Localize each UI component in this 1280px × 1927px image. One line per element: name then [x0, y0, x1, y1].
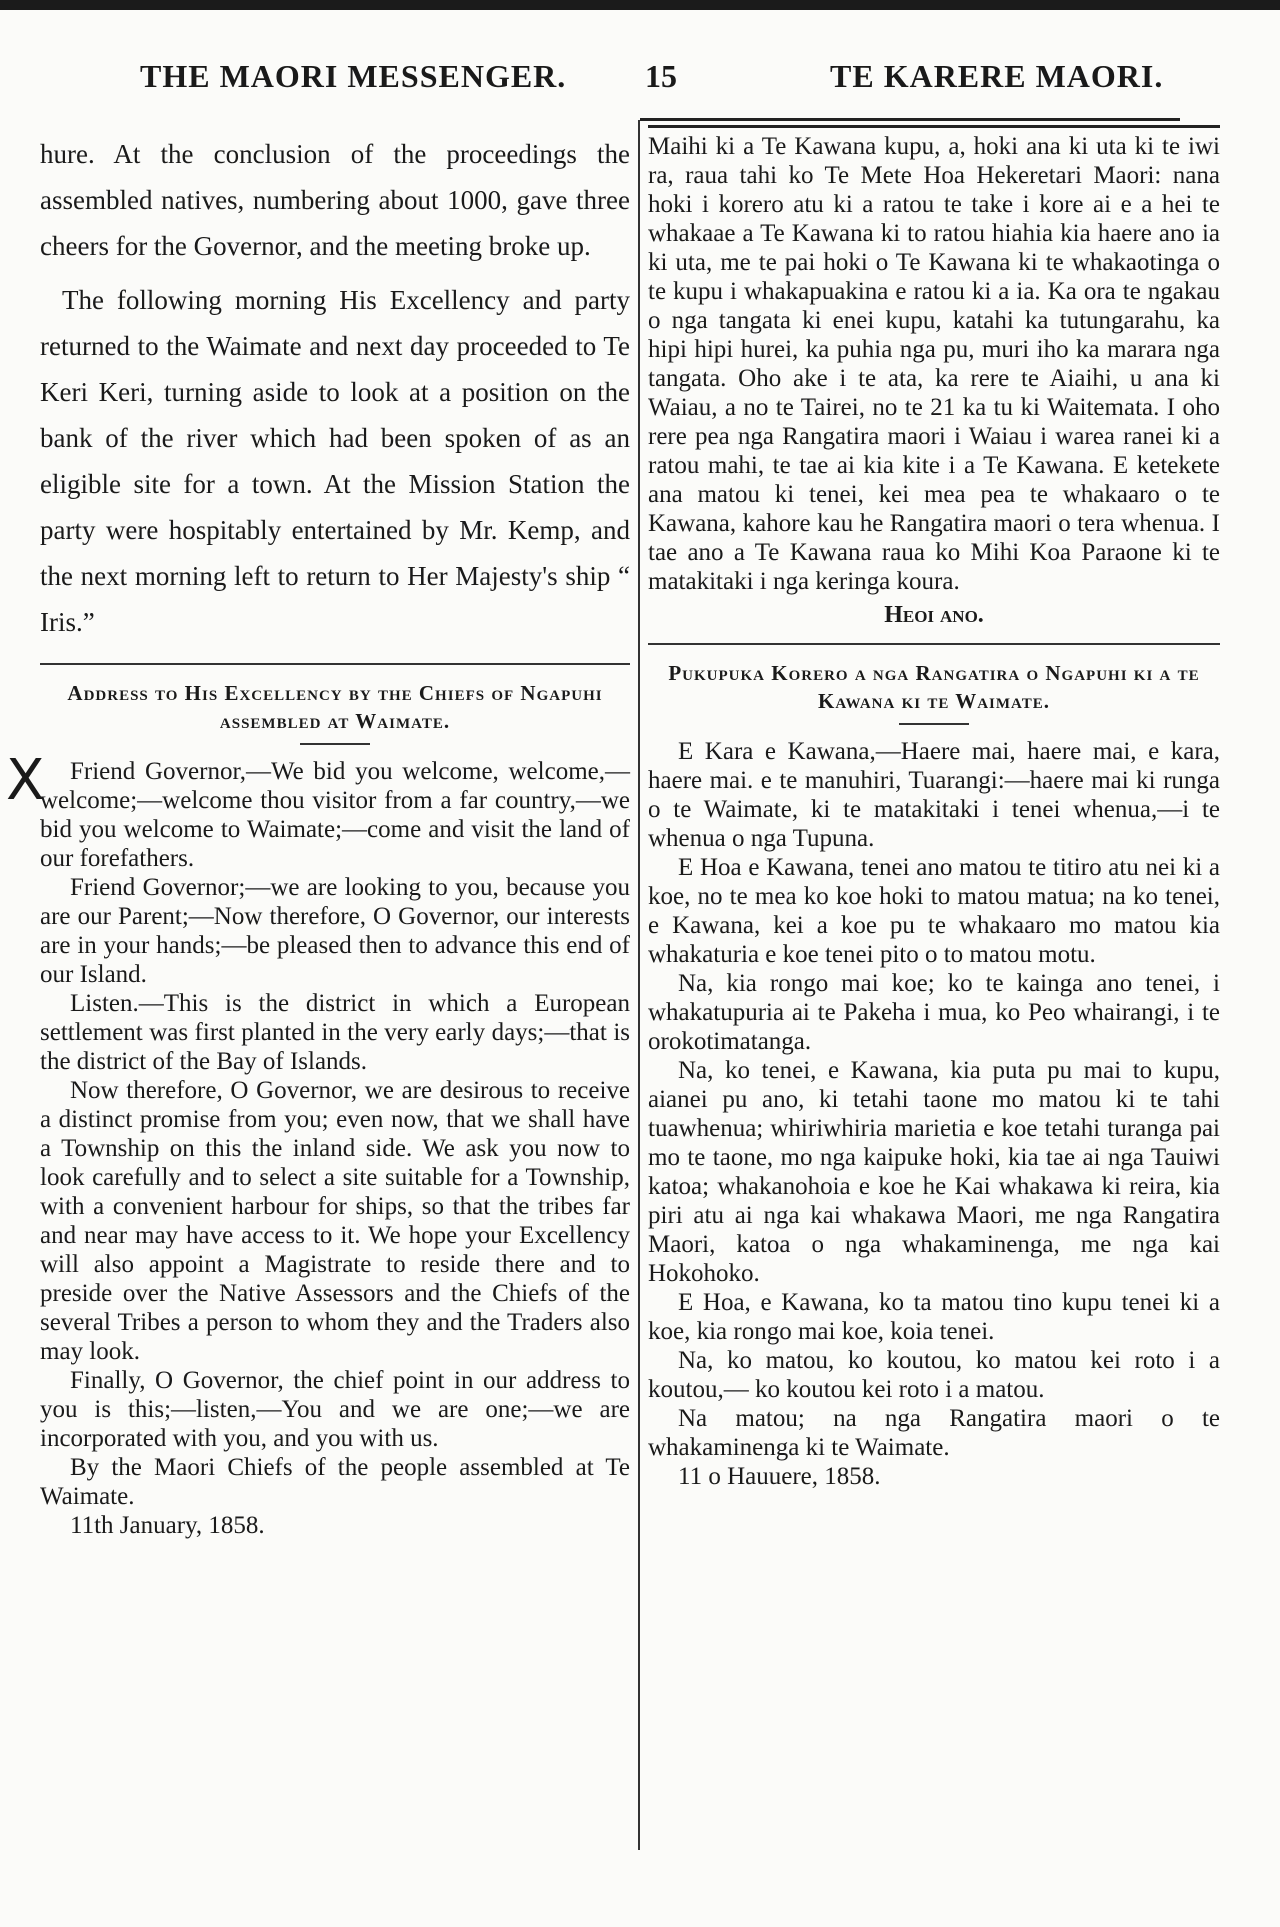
article-paragraph: hure. At the conclusion of the proceedings the assembled natives, numbering about 1000, gave three cheers for the Governor, and the meeting broke up.	[40, 139, 630, 261]
address-paragraph: Listen.—This is the district in which a European settlement was first planted in the very early days;—that is the district of the Bay of Islands.	[40, 990, 630, 1075]
address-date: 11th January, 1858.	[70, 1512, 265, 1539]
address-paragraph: Na, kia rongo mai koe; ko te kainga ano tenei, i whakatupuria ai te Pakeha i mua, ko Peo whairangi, i te orokotimatanga.	[648, 970, 1220, 1055]
section-rule	[40, 663, 630, 665]
header-rule	[640, 118, 1180, 121]
address-paragraph: Na, ko matou, ko koutou, ko matou kei roto i a koutou,— ko koutou kei roto i a matou.	[648, 1347, 1220, 1403]
maori-title: TE KARERE MAORI.	[830, 58, 1164, 94]
end-marker: Heoi ano.	[884, 602, 984, 628]
article-paragraph: The following morning His Excellency and party returned to the Waimate and next day proceeded to Te Keri Keri, turning aside to look at a position on the bank of the river which had been spoken of as an eligible site for a town. At the Mission Station the party were hospitably entertained by Mr. Kemp, and the next morning left to return to Her Majesty's ship “ Iris.”	[40, 285, 630, 637]
scan-edge	[0, 0, 1280, 10]
title-rule	[899, 723, 969, 725]
address-title: Pukupuka Korero a nga Rangatira o Ngapuhi ki a te Kawana ki te Waimate.	[668, 661, 1200, 713]
column-divider	[638, 120, 640, 1850]
page-number: 15	[645, 58, 677, 94]
address-paragraph: Friend Governor,—We bid you welcome, welcome,—welcome;—welcome thou visitor from a far country,—we bid you welcome to Waimate;—come and visit the land of our forefathers.	[40, 758, 630, 872]
address-date: 11 o Hauuere, 1858.	[678, 1463, 881, 1490]
title-rule	[300, 743, 370, 745]
address-paragraph: Na, ko tenei, e Kawana, kia puta pu mai to kupu, aianei pu ano, ki tetahi taone mo matou ki te tahi tuawhenua; whiriwhiria marietia e koe tetahi turanga pai mo te taone, mo nga kaipuke hoki, kia tae ai nga Tauiwi katoa; whakanohoia e koe he Kai whakawa ki reira, kia piri atu ai nga kai whakawa Maori, me nga Rangatira Maori, katoa o nga whakaminenga, me nga kai Hokohoko.	[648, 1057, 1220, 1287]
signature-line: Na matou; na nga Rangatira maori o te whakaminenga ki te Waimate.	[648, 1405, 1220, 1461]
margin-x-mark: X	[6, 748, 45, 813]
maori-column	[648, 125, 1220, 1491]
address-paragraph: E Hoa e Kawana, tenei ano matou te titiro atu nei ki a koe, no te mea ko koe hoki to matou matua; na ko tenei, e Kawana, kei a koe pu te whakaaro mo matou kia whakaturia e koe tenei pito o to matou motu.	[648, 854, 1220, 968]
signature-line: By the Maori Chiefs of the people assembled at Te Waimate.	[40, 1454, 630, 1510]
english-column	[40, 125, 630, 1540]
section-rule	[648, 643, 1220, 645]
article-paragraph: Maihi ki a Te Kawana kupu, a, hoki ana ki uta ki te iwi ra, raua tahi ko Te Mete Hoa Hekeretari Maori: nana hoki i korero atu ki a ratou te take i kore ai e a hei te whakaae a Te Kawana ki to ratou hiahia kia haere ano ia ki uta, me te pai hoki o Te Kawana ki te whakaotinga o te kupu i whakapuakina e ratou ki a ia. Ka ora te ngakau o nga tangata ki enei kupu, katahi ka tutungarahu, ka hipi hipi hurei, ka puhia nga pu, muri iho ka marara nga tangata. Oho ake i te ata, ka rere te Aiaihi, u ana ki Waiau, a no te Tairei, no te 21 ka tu ki Waitemata. I oho rere pea nga Rangatira maori i Waiau i warea ranei ki a ratou mahi, te tae ai kia kite i a Te Kawana. E ketekete ana matou ki tenei, kei mea pea te whakaaro o te Kawana, kahore kau he Rangatira maori o tera whenua. I tae ano a Te Kawana raua ko Mihi Koa Paraone ki te matakitaki i nga keringa koura.	[648, 133, 1220, 595]
address-paragraph: Finally, O Governor, the chief point in our address to you is this;—listen,—You and we are one;—we are incorporated with you, and you with us.	[40, 1367, 630, 1452]
english-title: THE MAORI MESSENGER.	[140, 58, 567, 94]
address-paragraph: E Hoa, e Kawana, ko ta matou tino kupu tenei ki a koe, kia rongo mai koe, koia tenei.	[648, 1289, 1220, 1345]
address-paragraph: E Kara e Kawana,—Haere mai, haere mai, e kara, haere mai. e te manuhiri, Tuarangi:—haere mai ki runga o te Waimate, ki te matakitaki i tenei whenua,—i te whenua o nga Tupuna.	[648, 738, 1220, 852]
page-header	[70, 58, 1220, 118]
column-top-rule	[648, 125, 1220, 128]
address-paragraph: Now therefore, O Governor, we are desirous to receive a distinct promise from you; even now, that we shall have a Township on this the inland side. We ask you now to look carefully and to select a site suitable for a Township, with a convenient harbour for ships, so that the tribes far and near may have access to it. We hope your Excellency will also appoint a Magistrate to reside there and to preside over the Native Assessors and the Chiefs of the several Tribes a person to whom they and the Traders also may look.	[40, 1077, 630, 1365]
address-title: Address to His Excellency by the Chiefs of Ngapuhi assembled at Waimate.	[67, 681, 603, 733]
address-paragraph: Friend Governor;—we are looking to you, because you are our Parent;—Now therefore, O Governor, our interests are in your hands;—be pleased then to advance this end of our Island.	[40, 874, 630, 988]
